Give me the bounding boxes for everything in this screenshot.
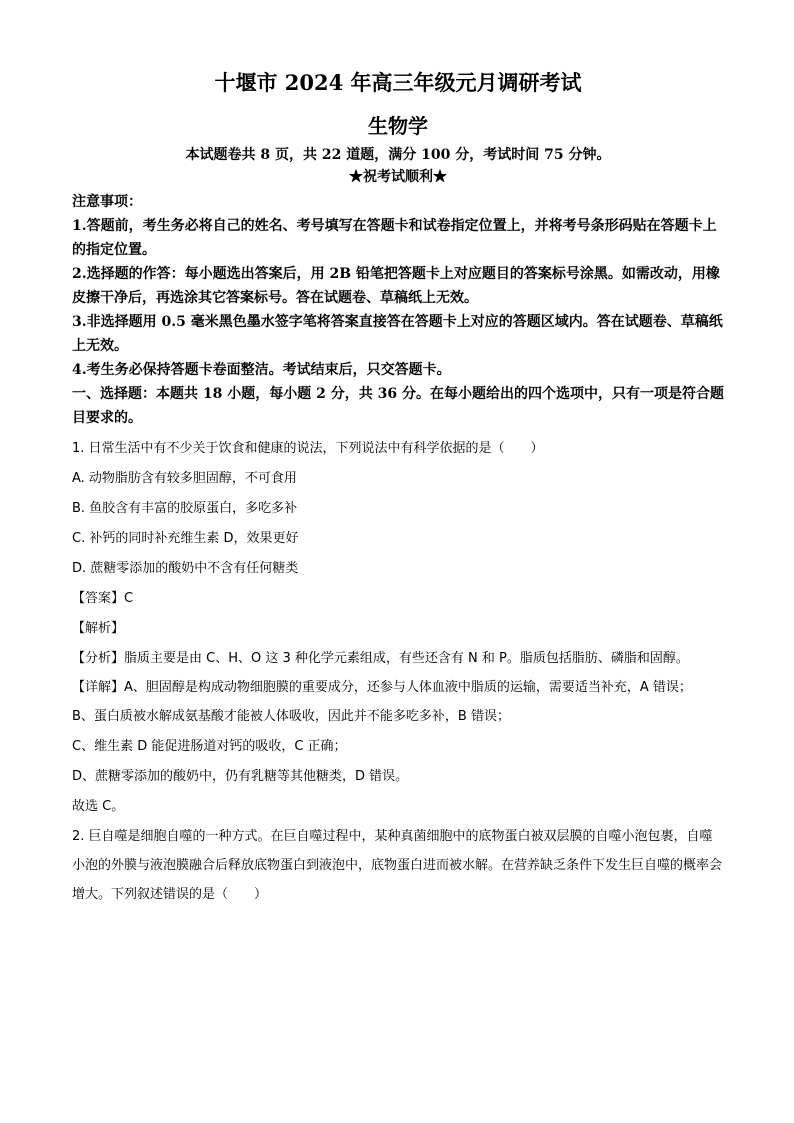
question-1-detail-b: B、蛋白质被水解成氨基酸才能被人体吸收，因此并不能多吃多补，B 错误； — [72, 709, 510, 724]
question-1-detail-c: C、维生素 D 能促进肠道对钙的吸收，C 正确； — [72, 739, 347, 754]
notice-heading: 注意事项： — [72, 194, 142, 210]
notice-item-4: 4.考生务必保持答题卡卷面整洁。考试结束后，只交答题卡。 — [72, 362, 451, 378]
question-1-option-c: C. 补钙的同时补充维生素 D，效果更好 — [72, 531, 299, 546]
notice-item-3: 3.非选择题用 0.5 毫米黑色墨水签字笔将答案直接答在答题卡上对应的答题区域内。答在试题卷、草稿纸上无效。 — [72, 314, 723, 354]
section-heading: 一、选择题：本题共 18 小题，每小题 2 分，共 36 分。在每小题给出的四个选项中，只有一项是符合题目要求的。 — [72, 386, 724, 426]
question-1-detail-d: D、蔗糖零添加的酸奶中，仍有乳糖等其他糖类，D 错误。 — [72, 769, 409, 784]
notice-item-2: 2.选择题的作答：每小题选出答案后，用 2B 铅笔把答题卡上对应题目的答案标号涂黑。如需改动，用橡皮擦干净后，再选涂其它答案标号。答在试题卷、草稿纸上无效。 — [72, 266, 720, 306]
exam-page — [72, 68, 724, 909]
exam-info: 本试题卷共 8 页，共 22 道题，满分 100 分，考试时间 75 分钟。 — [185, 147, 611, 163]
question-1-detail-a: 【详解】A、胆固醇是构成动物细胞膜的重要成分，还参与人体血液中脂质的运输，需要适当补充，A 错误； — [72, 680, 692, 695]
notice-item-1: 1.答题前，考生务必将自己的姓名、考号填写在答题卡和试卷指定位置上，并将考号条形码贴在答题卡上的指定位置。 — [72, 218, 717, 258]
question-1-analysis: 【分析】脂质主要是由 C、H、O 这 3 种化学元素组成，有些还含有 N 和 P。脂质包括脂肪、磷脂和固醇。 — [72, 651, 689, 666]
question-1-option-d: D. 蔗糖零添加的酸奶中不含有任何糖类 — [72, 561, 299, 576]
question-1-answer: 【答案】C — [72, 591, 134, 606]
question-1-option-b: B. 鱼胶含有丰富的胶原蛋白，多吃多补 — [72, 501, 298, 516]
subject-title: 生物学 — [368, 114, 428, 138]
question-2-stem: 2. 巨自噬是细胞自噬的一种方式。在巨自噬过程中，某种真菌细胞中的底物蛋白被双层膜的自噬小泡包裹，自噬小泡的外膜与液泡膜融合后释放底物蛋白到液泡中，底物蛋白进而被水解。在营养缺乏条件下发生巨自噬的概率会增大。下列叙述错误的是（ ） — [72, 829, 723, 902]
question-1-option-a: A. 动物脂肪含有较多胆固醇，不可食用 — [72, 471, 297, 486]
question-1-stem: 1. 日常生活中有不少关于饮食和健康的说法，下列说法中有科学依据的是（ ） — [72, 441, 544, 456]
question-1-analysis-label: 【解析】 — [72, 621, 125, 636]
exam-title: 十堰市 2024 年高三年级元月调研考试 — [214, 70, 582, 95]
good-luck-line: ★祝考试顺利★ — [349, 169, 447, 185]
question-1-conclusion: 故选 C。 — [72, 799, 125, 814]
